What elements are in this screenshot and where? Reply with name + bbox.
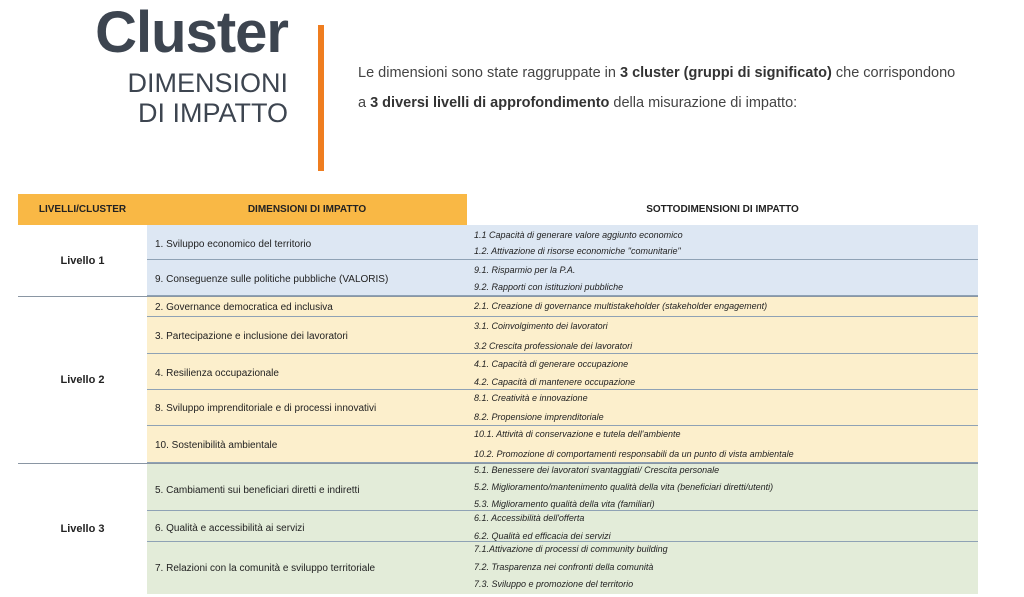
- subdimension-cell: 6.1. Accessibilità dell'offerta: [474, 513, 585, 523]
- subdimension-cell: 5.3. Miglioramento qualità della vita (familiari): [474, 499, 655, 509]
- subdimension-cell: 10.1. Attività di conservazione e tutela dell'ambiente: [474, 429, 681, 439]
- subdimension-cell: 3.2 Crescita professionale dei lavoratori: [474, 341, 633, 351]
- level-label: Livello 3: [60, 523, 105, 535]
- subdimension-cell: 8.2. Propensione imprenditoriale: [474, 412, 604, 422]
- dimension-cell: 9. Conseguenze sulle politiche pubbliche (VALORIS): [155, 274, 389, 285]
- level-label: Livello 1: [60, 254, 105, 267]
- table-row: [147, 390, 978, 426]
- column-header-subdimensions: SOTTODIMENSIONI DI IMPATTO: [467, 194, 978, 225]
- subdimension-cell: 4.1. Capacità di generare occupazione: [474, 359, 629, 369]
- dimension-cell: 10. Sostenibilità ambientale: [155, 440, 278, 451]
- intro-text-part: a: [358, 95, 371, 111]
- table-row: [147, 297, 978, 317]
- column-header-dimensions: DIMENSIONI DI IMPATTO: [147, 194, 467, 225]
- subdimension-cell: 8.1. Creatività e innovazione: [474, 393, 588, 403]
- dimension-cell: 3. Partecipazione e inclusione dei lavoratori: [155, 331, 348, 342]
- intro-text-emphasis: 3 cluster (gruppi di significato): [619, 65, 832, 81]
- dimension-cell: 1. Sviluppo economico del territorio: [155, 239, 312, 250]
- table-row: [147, 260, 978, 296]
- subdimension-cell: 7.3. Sviluppo e promozione del territorio: [474, 579, 634, 589]
- table-row: [147, 426, 978, 463]
- table-row: [147, 225, 978, 260]
- subdimension-cell: 9.2. Rapporti con istituzioni pubbliche: [474, 282, 624, 292]
- column-header-levels: LIVELLI/CLUSTER: [18, 194, 147, 225]
- subdimension-cell: 10.2. Promozione di comportamenti responsabili da un punto di vista ambientale: [474, 449, 794, 459]
- table-row: [147, 354, 978, 390]
- impact-table: [18, 194, 978, 594]
- page-subtitle-line1: DIMENSIONI: [127, 68, 288, 98]
- table-row: [147, 511, 978, 542]
- subdimension-cell: 7.2. Trasparenza nei confronti della comunità: [474, 562, 654, 572]
- dimension-cell: 6. Qualità e accessibilità ai servizi: [155, 523, 305, 534]
- intro-text-emphasis: 3 diversi livelli di approfondimento: [370, 95, 610, 111]
- intro-text-part: Le dimensioni sono state raggruppate in: [358, 65, 620, 81]
- table-row: [147, 464, 978, 511]
- subdimension-cell: 3.1. Coinvolgimento dei lavoratori: [474, 321, 608, 331]
- subdimension-cell: 1.2. Attivazione di risorse economiche "comunitarie": [474, 246, 681, 256]
- intro-text-part: che corrispondono: [831, 65, 956, 81]
- table-row: [147, 542, 978, 594]
- subdimension-cell: 5.2. Miglioramento/mantenimento qualità della vita (beneficiari diretti/utenti): [474, 482, 774, 492]
- subdimension-cell: 9.1. Risparmio per la P.A.: [474, 265, 576, 275]
- intro-text: [358, 58, 1020, 118]
- intro-text-part: della misurazione di impatto:: [609, 95, 798, 111]
- subdimension-cell: 1.1 Capacità di generare valore aggiunto economico: [474, 230, 683, 240]
- subdimension-cell: 4.2. Capacità di mantenere occupazione: [474, 377, 636, 387]
- dimension-cell: 2. Governance democratica ed inclusiva: [155, 302, 333, 313]
- subdimension-cell: 7.1.Attivazione di processi di community building: [474, 544, 668, 554]
- table-row: [147, 317, 978, 354]
- level-label: Livello 2: [60, 374, 105, 386]
- accent-divider: [318, 25, 324, 171]
- subdimension-cell: 5.1. Benessere dei lavoratori svantaggiati/ Crescita personale: [474, 465, 720, 475]
- subdimension-cell: 6.2. Qualità ed efficacia dei servizi: [474, 531, 611, 541]
- page-title: Cluster: [95, 0, 288, 65]
- subdimension-cell: 2.1. Creazione di governance multistakeholder (stakeholder engagement): [474, 301, 768, 311]
- dimension-cell: 5. Cambiamenti sui beneficiari diretti e indiretti: [155, 485, 360, 496]
- dimension-cell: 7. Relazioni con la comunità e sviluppo territoriale: [155, 563, 376, 574]
- dimension-cell: 4. Resilienza occupazionale: [155, 368, 279, 379]
- dimension-cell: 8. Sviluppo imprenditoriale e di processi innovativi: [155, 403, 377, 414]
- page-subtitle-line2: DI IMPATTO: [137, 98, 288, 128]
